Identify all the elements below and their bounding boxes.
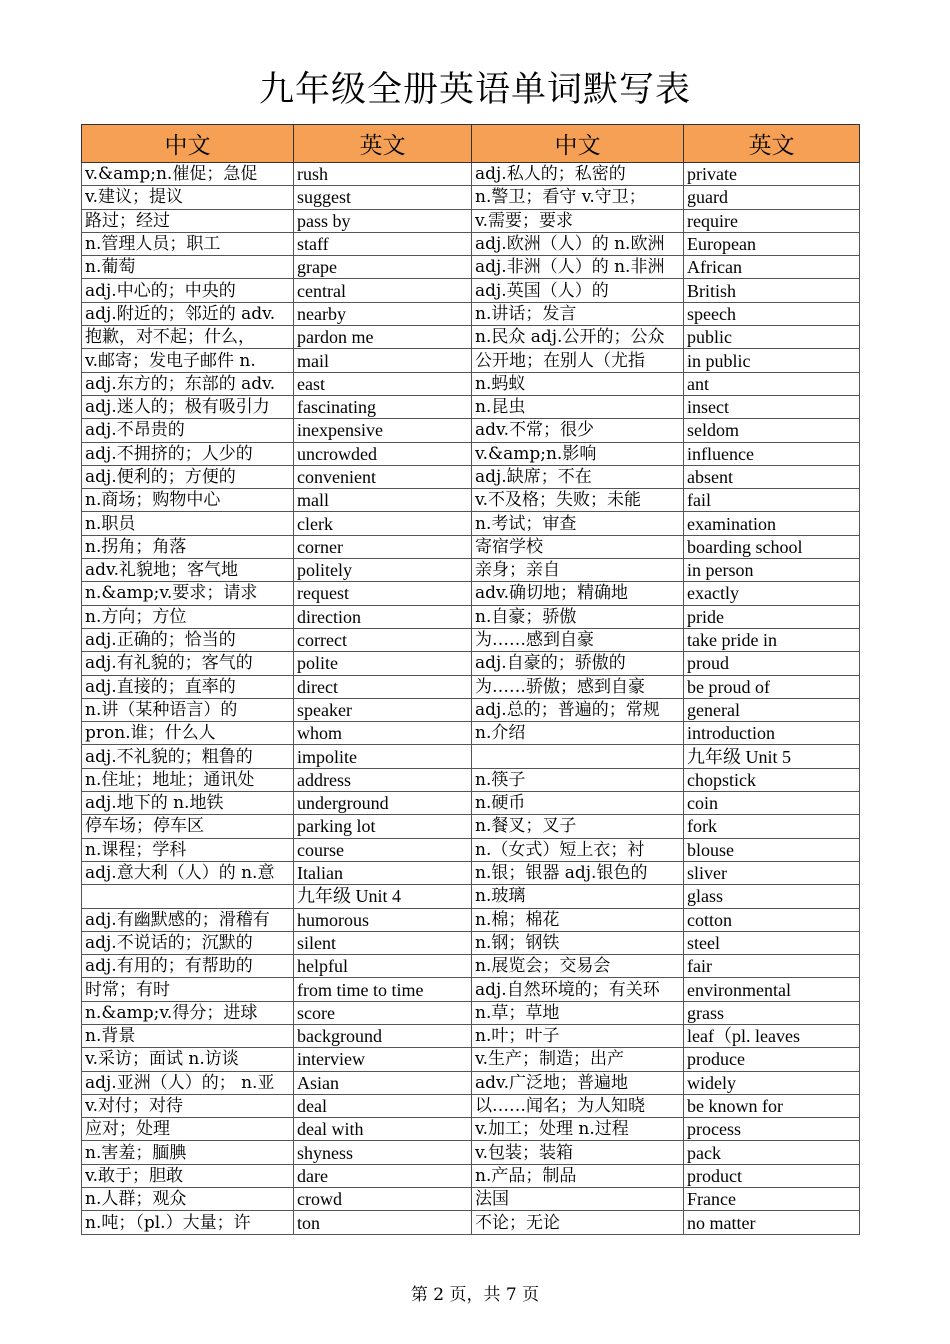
cell-english-2: widely [684,1071,860,1094]
cell-chinese-2: n.蚂蚁 [472,372,684,395]
cell-english-1: nearby [294,302,472,325]
cell-english-1: pass by [294,209,472,232]
cell-chinese-1: adj.有幽默感的；滑稽有 [82,908,294,931]
table-row [82,209,860,232]
table-row [82,792,860,815]
vocabulary-table [81,124,860,1235]
cell-english-1: underground [294,792,472,815]
cell-english-2: seldom [684,419,860,442]
cell-english-1: from time to time [294,978,472,1001]
table-row [82,1094,860,1117]
cell-english-2: ant [684,372,860,395]
cell-english-2: coin [684,792,860,815]
cell-english-1: clerk [294,512,472,535]
table-row [82,838,860,861]
cell-english-2: public [684,326,860,349]
table-row [82,955,860,978]
cell-chinese-1: adj.便利的；方便的 [82,465,294,488]
cell-chinese-2: adj.总的；普遍的；常规 [472,698,684,721]
table-row [82,349,860,372]
cell-english-2: pack [684,1141,860,1164]
table-row [82,535,860,558]
table-row [82,908,860,931]
cell-chinese-2 [472,745,684,768]
cell-english-2: fork [684,815,860,838]
cell-english-2: British [684,279,860,302]
table-row [82,698,860,721]
table-row [82,326,860,349]
cell-chinese-1: 应对；处理 [82,1118,294,1141]
page-title: 九年级全册英语单词默写表 [258,70,691,110]
cell-chinese-2: n.民众 adj.公开的；公众 [472,326,684,349]
cell-chinese-1: adj.正确的；恰当的 [82,628,294,651]
cell-english-2: in public [684,349,860,372]
cell-english-1: rush [294,163,472,186]
cell-chinese-2: 亲身；亲自 [472,559,684,582]
cell-english-2: be known for [684,1094,860,1117]
cell-chinese-1: v.采访；面试 n.访谈 [82,1048,294,1071]
cell-chinese-2: n.考试；审查 [472,512,684,535]
cell-chinese-1: n.拐角；角落 [82,535,294,558]
cell-chinese-2: n.硬币 [472,792,684,815]
cell-english-2: leaf（pl. leaves [684,1024,860,1047]
cell-english-1: inexpensive [294,419,472,442]
table-row [82,1071,860,1094]
cell-english-2: exactly [684,582,860,605]
cell-chinese-2: adv.不常；很少 [472,419,684,442]
table-row [82,419,860,442]
cell-chinese-1: n.商场；购物中心 [82,489,294,512]
table-row [82,1118,860,1141]
cell-english-1: parking lot [294,815,472,838]
cell-english-2: require [684,209,860,232]
cell-english-1: correct [294,628,472,651]
cell-chinese-1: adj.中心的；中央的 [82,279,294,302]
table-row [82,861,860,884]
cell-english-1: dare [294,1164,472,1187]
cell-english-1: address [294,768,472,791]
table-row [82,815,860,838]
cell-english-2: France [684,1188,860,1211]
cell-english-1: speaker [294,698,472,721]
cell-chinese-1: adj.不昂贵的 [82,419,294,442]
cell-english-2: produce [684,1048,860,1071]
cell-english-1: mall [294,489,472,512]
cell-chinese-1: n.讲（某种语言）的 [82,698,294,721]
cell-english-1: whom [294,722,472,745]
table-row [82,302,860,325]
cell-english-2: environmental [684,978,860,1001]
cell-chinese-2: 为……感到自豪 [472,628,684,651]
cell-chinese-1: 抱歉，对不起；什么， [82,326,294,349]
table-row [82,163,860,186]
cell-english-1: humorous [294,908,472,931]
table-row [82,605,860,628]
header-english-1: 英文 [294,125,472,163]
table-row [82,279,860,302]
cell-english-2: steel [684,931,860,954]
cell-chinese-2: n.草；草地 [472,1001,684,1024]
cell-english-2: cotton [684,908,860,931]
table-row [82,1188,860,1211]
table-row [82,256,860,279]
table-row [82,931,860,954]
cell-english-1: pardon me [294,326,472,349]
cell-chinese-2: 为……骄傲；感到自豪 [472,675,684,698]
cell-chinese-1: adj.不说话的；沉默的 [82,931,294,954]
cell-english-1: ton [294,1211,472,1234]
table-row [82,559,860,582]
cell-chinese-2: n.展览会；交易会 [472,955,684,978]
cell-chinese-2: n.昆虫 [472,395,684,418]
cell-chinese-2: v.不及格；失败；未能 [472,489,684,512]
cell-chinese-1: n.职员 [82,512,294,535]
cell-chinese-2: n.讲话；发言 [472,302,684,325]
cell-chinese-1: n.方向；方位 [82,605,294,628]
table-row [82,1141,860,1164]
cell-chinese-2: adj.自然环境的；有关环 [472,978,684,1001]
cell-chinese-1: adj.有用的；有帮助的 [82,955,294,978]
cell-chinese-2: v.需要；要求 [472,209,684,232]
table-row [82,1164,860,1187]
cell-english-2: introduction [684,722,860,745]
cell-chinese-2: adj.非洲（人）的 n.非洲 [472,256,684,279]
cell-english-1: deal with [294,1118,472,1141]
cell-english-2: boarding school [684,535,860,558]
cell-chinese-2: v.&amp;n.影响 [472,442,684,465]
cell-english-2: fair [684,955,860,978]
cell-english-2: pride [684,605,860,628]
cell-chinese-1: adj.地下的 n.地铁 [82,792,294,815]
cell-chinese-1: adj.有礼貌的；客气的 [82,652,294,675]
table-row [82,628,860,651]
cell-english-2: proud [684,652,860,675]
cell-english-1: politely [294,559,472,582]
cell-chinese-1: n.课程；学科 [82,838,294,861]
table-row [82,512,860,535]
cell-english-1: interview [294,1048,472,1071]
cell-chinese-1: adj.亚洲（人）的； n.亚 [82,1071,294,1094]
cell-chinese-1: n.住址；地址；通讯处 [82,768,294,791]
cell-english-1: Italian [294,861,472,884]
cell-chinese-2: adj.缺席；不在 [472,465,684,488]
cell-chinese-2: v.加工；处理 n.过程 [472,1118,684,1141]
cell-chinese-1: pron.谁；什么人 [82,722,294,745]
cell-chinese-2: 寄宿学校 [472,535,684,558]
cell-chinese-2: n.银；银器 adj.银色的 [472,861,684,884]
cell-chinese-1: n.葡萄 [82,256,294,279]
cell-chinese-1: adj.直接的；直率的 [82,675,294,698]
cell-chinese-1: n.&amp;v.要求；请求 [82,582,294,605]
table-row [82,395,860,418]
cell-chinese-2: 法国 [472,1188,684,1211]
cell-english-2: be proud of [684,675,860,698]
cell-english-2: fail [684,489,860,512]
cell-chinese-2: 以……闻名；为人知晓 [472,1094,684,1117]
cell-english-1: convenient [294,465,472,488]
cell-english-2: African [684,256,860,279]
table-row [82,442,860,465]
cell-chinese-1: n.人群；观众 [82,1188,294,1211]
cell-english-1: direct [294,675,472,698]
cell-english-2: product [684,1164,860,1187]
cell-chinese-2: n.筷子 [472,768,684,791]
cell-chinese-2: adj.自豪的；骄傲的 [472,652,684,675]
cell-chinese-2: 公开地；在别人（尤指 [472,349,684,372]
cell-chinese-1: v.建议；提议 [82,186,294,209]
table-header-row [82,125,860,163]
cell-english-2: glass [684,885,860,908]
table-row [82,1024,860,1047]
cell-english-1: background [294,1024,472,1047]
cell-english-2: European [684,232,860,255]
table-row [82,232,860,255]
cell-english-1: score [294,1001,472,1024]
table-row [82,978,860,1001]
cell-english-2: speech [684,302,860,325]
cell-chinese-2: 不论；无论 [472,1211,684,1234]
cell-chinese-1: n.背景 [82,1024,294,1047]
cell-english-1: mail [294,349,472,372]
table-row [82,489,860,512]
cell-chinese-1: 停车场；停车区 [82,815,294,838]
table-row [82,372,860,395]
cell-chinese-1: v.邮寄；发电子邮件 n. [82,349,294,372]
table-row [82,652,860,675]
cell-english-1: deal [294,1094,472,1117]
cell-english-1: staff [294,232,472,255]
cell-english-2: blouse [684,838,860,861]
cell-chinese-2: adv.确切地；精确地 [472,582,684,605]
cell-chinese-1 [82,885,294,908]
cell-chinese-2: n.自豪；骄傲 [472,605,684,628]
table-row [82,745,860,768]
cell-english-1: grape [294,256,472,279]
cell-english-1: suggest [294,186,472,209]
cell-english-1: Asian [294,1071,472,1094]
table-row [82,1211,860,1234]
cell-chinese-1: adj.不礼貌的；粗鲁的 [82,745,294,768]
cell-english-1: request [294,582,472,605]
cell-chinese-2: adv.广泛地；普遍地 [472,1071,684,1094]
cell-english-2: grass [684,1001,860,1024]
cell-english-2: absent [684,465,860,488]
cell-chinese-2: adj.私人的；私密的 [472,163,684,186]
cell-english-2: process [684,1118,860,1141]
cell-chinese-1: n.&amp;v.得分；进球 [82,1001,294,1024]
cell-chinese-1: v.对付；对待 [82,1094,294,1117]
cell-english-2: 九年级 Unit 5 [684,745,860,768]
cell-english-2: examination [684,512,860,535]
cell-chinese-1: n.吨；（pl.）大量；许 [82,1211,294,1234]
vocabulary-body [82,163,860,1235]
cell-chinese-1: adv.礼貌地；客气地 [82,559,294,582]
cell-chinese-2: adj.欧洲（人）的 n.欧洲 [472,232,684,255]
cell-chinese-1: 路过；经过 [82,209,294,232]
cell-english-2: no matter [684,1211,860,1234]
cell-chinese-2: n.叶；叶子 [472,1024,684,1047]
header-english-2: 英文 [684,125,860,163]
cell-chinese-2: n.玻璃 [472,885,684,908]
table-row [82,885,860,908]
cell-chinese-1: n.管理人员；职工 [82,232,294,255]
cell-chinese-1: adj.意大利（人）的 n.意 [82,861,294,884]
cell-english-1: crowd [294,1188,472,1211]
cell-english-2: guard [684,186,860,209]
cell-chinese-2: n.棉；棉花 [472,908,684,931]
cell-chinese-2: n.餐叉；叉子 [472,815,684,838]
cell-english-2: private [684,163,860,186]
cell-chinese-1: n.害羞；腼腆 [82,1141,294,1164]
cell-chinese-2: v.生产；制造；出产 [472,1048,684,1071]
cell-chinese-2: n.产品；制品 [472,1164,684,1187]
cell-chinese-1: adj.迷人的；极有吸引力 [82,395,294,418]
cell-chinese-1: adj.东方的；东部的 adv. [82,372,294,395]
table-row [82,582,860,605]
cell-english-1: direction [294,605,472,628]
cell-english-1: central [294,279,472,302]
cell-english-1: helpful [294,955,472,978]
table-row [82,1048,860,1071]
cell-chinese-2: n.警卫；看守 v.守卫； [472,186,684,209]
cell-english-1: impolite [294,745,472,768]
cell-chinese-2: n.钢；钢铁 [472,931,684,954]
cell-english-1: shyness [294,1141,472,1164]
cell-chinese-1: v.&amp;n.催促；急促 [82,163,294,186]
cell-english-1: silent [294,931,472,954]
cell-chinese-1: adj.不拥挤的；人少的 [82,442,294,465]
cell-english-2: sliver [684,861,860,884]
cell-english-1: fascinating [294,395,472,418]
table-row [82,465,860,488]
cell-english-2: influence [684,442,860,465]
cell-chinese-2: adj.英国（人）的 [472,279,684,302]
table-row [82,186,860,209]
header-chinese-2: 中文 [472,125,684,163]
header-chinese-1: 中文 [82,125,294,163]
cell-english-1: corner [294,535,472,558]
cell-english-2: insect [684,395,860,418]
cell-english-2: general [684,698,860,721]
cell-english-2: take pride in [684,628,860,651]
cell-chinese-2: n.（女式）短上衣；衬 [472,838,684,861]
cell-english-1: east [294,372,472,395]
table-row [82,1001,860,1024]
cell-english-1: polite [294,652,472,675]
table-row [82,768,860,791]
cell-english-2: chopstick [684,768,860,791]
cell-chinese-2: v.包装；装箱 [472,1141,684,1164]
cell-english-1: 九年级 Unit 4 [294,885,472,908]
cell-english-2: in person [684,559,860,582]
cell-chinese-1: adj.附近的；邻近的 adv. [82,302,294,325]
cell-english-1: course [294,838,472,861]
cell-english-1: uncrowded [294,442,472,465]
page-footer: 第 2 页，共 7 页 [410,1285,540,1305]
cell-chinese-2: n.介绍 [472,722,684,745]
cell-chinese-1: v.敢于；胆敢 [82,1164,294,1187]
table-row [82,722,860,745]
cell-chinese-1: 时常；有时 [82,978,294,1001]
table-row [82,675,860,698]
